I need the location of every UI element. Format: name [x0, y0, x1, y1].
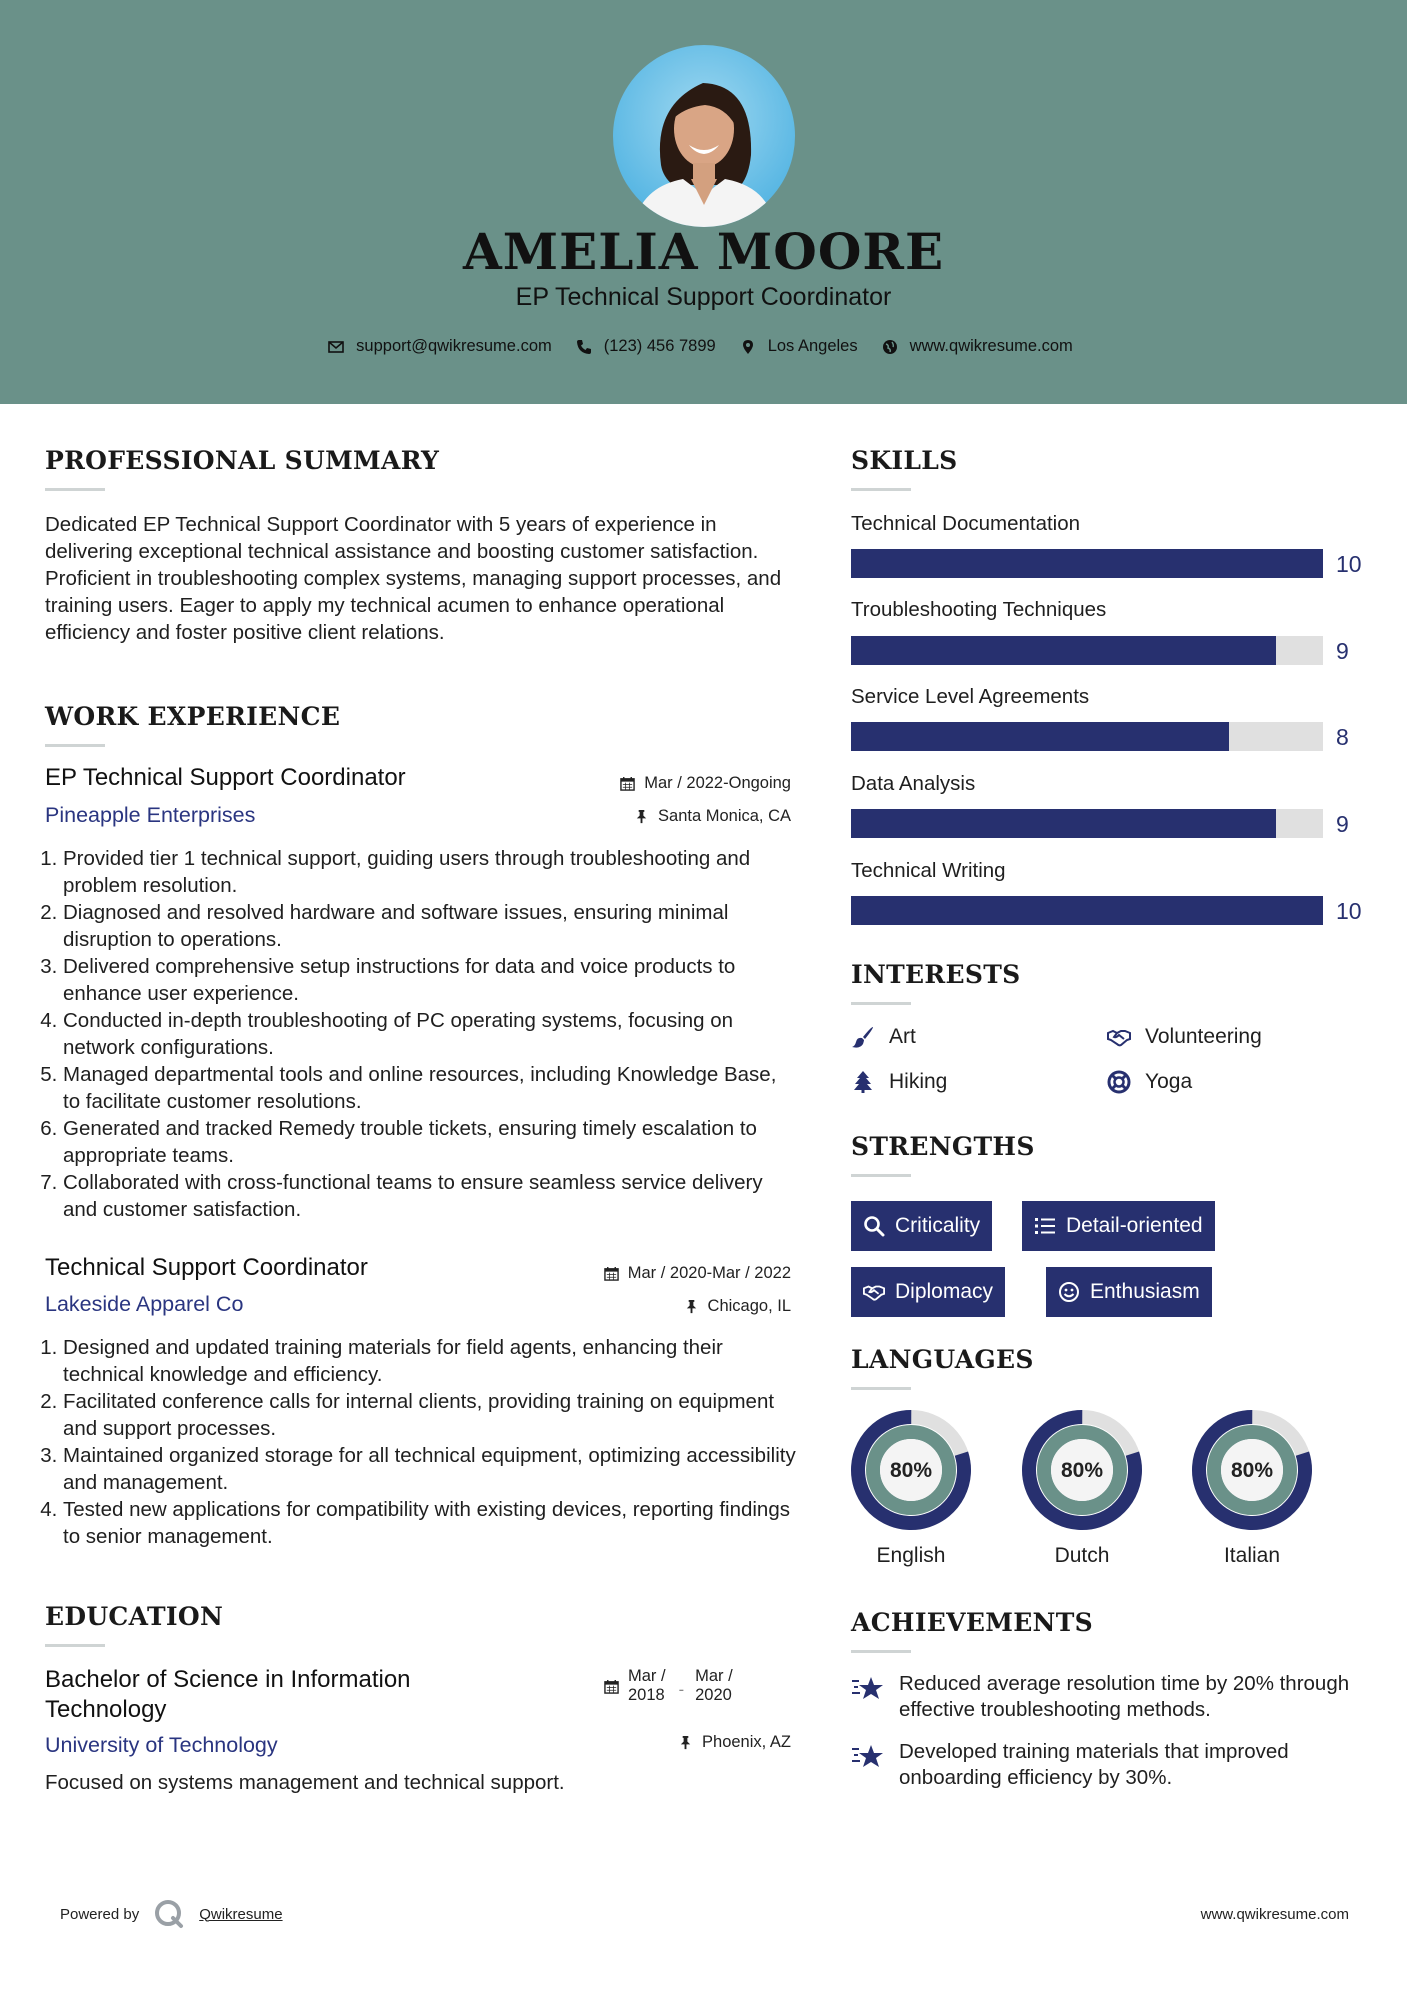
interest-hiking [851, 1070, 947, 1094]
strength-detail-oriented-label: Detail-oriented [1066, 1214, 1203, 1237]
education-dates [604, 1667, 733, 1705]
contact-location [740, 337, 858, 356]
strength-detail-oriented [1022, 1201, 1215, 1251]
skill-1-value: 10 [1336, 551, 1362, 577]
strength-enthusiasm-label: Enthusiasm [1090, 1280, 1200, 1303]
star-award-icon [851, 1741, 885, 1771]
skill-1-bar [851, 549, 1323, 578]
experience-heading: WORK EXPERIENCE [45, 702, 341, 731]
pushpin-icon [678, 1735, 693, 1750]
skill-bar-fill [851, 809, 1276, 838]
education-end-month: Mar / [695, 1667, 733, 1685]
globe-icon [882, 339, 898, 355]
achievements-heading: ACHIEVEMENTS [851, 1608, 1093, 1637]
language-gauge [1191, 1409, 1313, 1531]
education-description: Focused on systems management and technical support. [45, 1771, 565, 1794]
skill-4-label: Data Analysis [851, 772, 976, 795]
interest-yoga [1107, 1070, 1192, 1094]
strength-criticality [851, 1201, 992, 1251]
skill-5-bar [851, 896, 1323, 925]
list-item: 7. Collaborated with cross-functional teams to ensure seamless service delivery and customer satisfaction. [63, 1169, 797, 1223]
strengths-divider [851, 1174, 911, 1177]
list-item: 3. Delivered comprehensive setup instructions for data and voice products to enhance user experience. [63, 953, 797, 1007]
strength-criticality-label: Criticality [895, 1214, 981, 1237]
handshake-icon [863, 1281, 885, 1303]
strength-diplomacy-label: Diplomacy [895, 1280, 994, 1303]
skill-1-label: Technical Documentation [851, 512, 1081, 535]
job-1-dates-text: Mar / 2022-Ongoing [644, 774, 791, 792]
interest-volunteering [1107, 1025, 1262, 1049]
envelope-icon [328, 339, 344, 355]
profile-photo [613, 45, 795, 227]
gauge-label: 80% [889, 1459, 933, 1482]
interest-volunteering-label: Volunteering [1145, 1025, 1262, 1048]
summary-divider [45, 488, 105, 491]
education-degree [45, 1665, 411, 1725]
smile-icon [1058, 1281, 1080, 1303]
skill-3-value: 8 [1336, 724, 1349, 750]
education-start [628, 1667, 666, 1705]
language-gauge [1021, 1409, 1143, 1531]
powered-by-text: Powered by [60, 1905, 140, 1923]
paintbrush-icon [851, 1025, 875, 1049]
skills-divider [851, 488, 911, 491]
interest-art-label: Art [889, 1025, 916, 1048]
achievements-divider [851, 1650, 911, 1653]
candidate-role: EP Technical Support Coordinator [515, 283, 892, 311]
candidate-name: AMELIA MOORE [462, 222, 945, 281]
achievement-1-text: Reduced average resolution time by 20% through effective troubleshooting methods. [899, 1672, 1350, 1721]
job-1-responsibilities [45, 845, 797, 1223]
calendar-icon [604, 1679, 619, 1694]
interest-yoga-label: Yoga [1145, 1070, 1193, 1093]
list-item: 2. Diagnosed and resolved hardware and software issues, ensuring minimal disruption to operations. [63, 899, 797, 953]
strength-diplomacy [851, 1267, 1005, 1317]
job-2-responsibilities [45, 1334, 797, 1550]
search-icon [863, 1215, 885, 1237]
gauge-label: 80% [1230, 1459, 1274, 1482]
list-item: 4. Tested new applications for compatibility with existing devices, reporting findings to senior management. [63, 1496, 797, 1550]
date-separator: - [678, 1681, 685, 1699]
tree-icon [851, 1070, 875, 1094]
degree-line-1: Bachelor of Science in Information [45, 1666, 411, 1693]
calendar-icon [620, 776, 635, 791]
job-2-title: Technical Support Coordinator [45, 1254, 368, 1281]
language-dutch [1021, 1409, 1143, 1567]
footer-powered-by [60, 1898, 283, 1930]
skill-3-label: Service Level Agreements [851, 685, 1090, 708]
summary-heading: PROFESSIONAL SUMMARY [45, 446, 440, 475]
list-item: 1. Designed and updated training materials for field agents, enhancing their technical knowledge and efficiency. [63, 1334, 797, 1388]
language-italian-label: Italian [1223, 1544, 1281, 1567]
contact-email[interactable] [328, 337, 552, 356]
job-1-dates [620, 774, 791, 793]
website-text: www.qwikresume.com [909, 337, 1073, 355]
education-start-year: 2018 [628, 1686, 665, 1704]
lifering-icon [1107, 1070, 1131, 1094]
skill-5-label: Technical Writing [851, 859, 1006, 882]
map-pin-icon [740, 339, 756, 355]
education-school: University of Technology [45, 1733, 278, 1757]
header-banner [0, 0, 1407, 404]
skills-heading: SKILLS [851, 446, 958, 475]
education-heading: EDUCATION [45, 1602, 224, 1631]
job-1-company: Pineapple Enterprises [45, 803, 256, 827]
pushpin-icon [634, 809, 649, 824]
list-item: 5. Managed departmental tools and online resources, including Knowledge Base, to facilitate customer resolutions. [63, 1061, 797, 1115]
email-text: support@qwikresume.com [356, 337, 552, 355]
handshake-icon [1107, 1025, 1131, 1049]
job-2-company: Lakeside Apparel Co [45, 1292, 244, 1316]
language-english-label: English [876, 1544, 946, 1567]
list-item: 2. Facilitated conference calls for internal clients, providing training on equipment and support processes. [63, 1388, 797, 1442]
calendar-icon [604, 1266, 619, 1281]
person-photo-icon [613, 45, 795, 227]
education-location-text: Phoenix, AZ [702, 1733, 791, 1751]
skill-5-value: 10 [1336, 898, 1362, 924]
job-2-dates-text: Mar / 2020-Mar / 2022 [627, 1264, 791, 1282]
achievement-1 [851, 1671, 1371, 1723]
location-text: Los Angeles [767, 337, 858, 355]
brand-link[interactable]: Qwikresume [199, 1905, 283, 1923]
list-item: 3. Maintained organized storage for all technical equipment, optimizing accessibility and management. [63, 1442, 797, 1496]
star-award-icon [851, 1673, 885, 1703]
achievement-2 [851, 1739, 1371, 1791]
job-1-location [634, 807, 791, 826]
languages-heading: LANGUAGES [851, 1345, 1034, 1374]
degree-line-2: Technology [45, 1696, 167, 1723]
job-2-location-text: Chicago, IL [707, 1297, 791, 1315]
education-end-year: 2020 [695, 1686, 732, 1704]
languages-divider [851, 1387, 911, 1390]
interest-art [851, 1025, 916, 1049]
strength-enthusiasm [1046, 1267, 1212, 1317]
achievement-2-text: Developed training materials that improved onboarding efficiency by 30%. [899, 1740, 1289, 1789]
interest-hiking-label: Hiking [889, 1070, 948, 1093]
list-icon [1034, 1215, 1056, 1237]
phone-icon [576, 339, 592, 355]
job-2-dates [604, 1264, 791, 1283]
contact-bar [0, 337, 1407, 356]
summary-text: Dedicated EP Technical Support Coordinator with 5 years of experience in delivering exceptional technical assistance and boosting customer satisfaction. Proficient in troubleshooting complex systems, managing support processes, and training users. Eager to apply my technical acumen to enhance operational efficiency and foster positive client relations. [45, 513, 782, 644]
skill-bar-fill [851, 549, 1323, 578]
skill-3-bar [851, 722, 1323, 751]
education-end [695, 1667, 733, 1705]
gauge-label: 80% [1060, 1459, 1104, 1482]
job-1-location-text: Santa Monica, CA [658, 807, 791, 825]
skill-bar-fill [851, 636, 1276, 665]
pushpin-icon [684, 1299, 699, 1314]
list-item: 4. Conducted in-depth troubleshooting of PC operating systems, focusing on network configurations. [63, 1007, 797, 1061]
list-item: 6. Generated and tracked Remedy trouble tickets, ensuring timely escalation to appropriate teams. [63, 1115, 797, 1169]
list-item: 1. Provided tier 1 technical support, guiding users through troubleshooting and problem resolution. [63, 845, 797, 899]
language-english [850, 1409, 972, 1567]
language-italian [1191, 1409, 1313, 1567]
phone-text: (123) 456 7899 [603, 337, 716, 355]
interests-divider [851, 1002, 911, 1005]
skill-bar-fill [851, 722, 1229, 751]
skill-4-bar [851, 809, 1323, 838]
job-1-title: EP Technical Support Coordinator [45, 764, 406, 791]
contact-website[interactable] [882, 337, 1073, 356]
qwikresume-logo-icon [153, 1898, 185, 1930]
skill-2-bar [851, 636, 1323, 665]
contact-phone[interactable] [576, 337, 716, 356]
footer-website[interactable]: www.qwikresume.com [1200, 1906, 1349, 1923]
language-gauge [850, 1409, 972, 1531]
experience-divider [45, 744, 105, 747]
skill-4-value: 9 [1336, 811, 1349, 837]
strengths-heading: STRENGTHS [851, 1132, 1035, 1161]
skill-bar-fill [851, 896, 1323, 925]
interests-heading: INTERESTS [851, 960, 1021, 989]
education-start-month: Mar / [628, 1667, 666, 1685]
skill-2-value: 9 [1336, 638, 1349, 664]
language-dutch-label: Dutch [1054, 1544, 1110, 1567]
education-location [678, 1733, 791, 1752]
job-2-location [684, 1297, 791, 1316]
skill-2-label: Troubleshooting Techniques [851, 598, 1107, 621]
education-divider [45, 1644, 105, 1647]
